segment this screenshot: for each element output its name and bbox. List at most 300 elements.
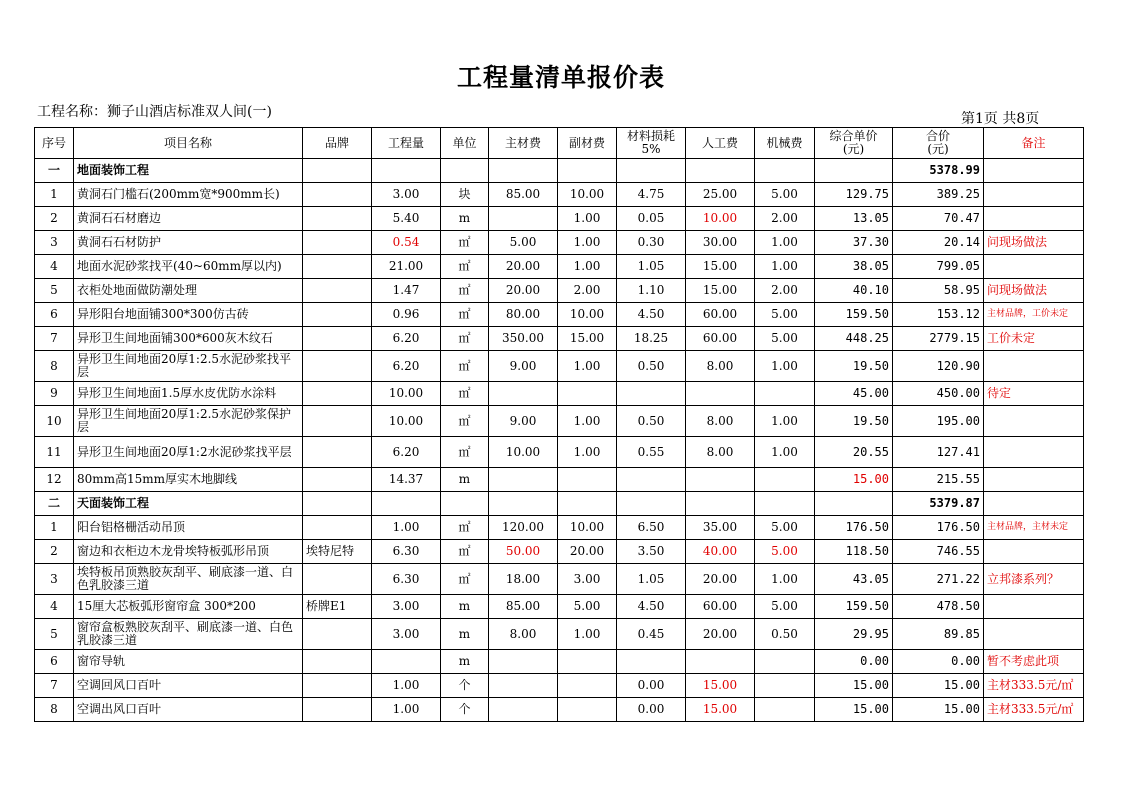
cell-brand: 埃特尼特 <box>303 540 372 564</box>
cell-qty: 6.30 <box>372 564 441 595</box>
table-row <box>35 406 1084 437</box>
cell-brand <box>303 619 372 650</box>
cell-brand <box>303 279 372 303</box>
cell-mach <box>755 382 815 406</box>
cell-total: 15.00 <box>893 698 984 722</box>
page-info: 第1页 共8页 <box>961 111 1040 127</box>
header-cell: 综合单价 (元) <box>815 128 893 159</box>
table-row <box>35 279 1084 303</box>
cell-unitprice: 43.05 <box>815 564 893 595</box>
cell-note: 主材品牌，主材未定 <box>984 516 1084 540</box>
cell-loss: 6.50 <box>617 516 686 540</box>
cell-aux <box>558 650 617 674</box>
cell-main <box>489 207 558 231</box>
cell-labor: 15.00 <box>686 279 755 303</box>
cell-brand <box>303 382 372 406</box>
cell-labor: 35.00 <box>686 516 755 540</box>
cell-labor: 40.00 <box>686 540 755 564</box>
quotation-table <box>34 127 1084 722</box>
cell-aux <box>558 382 617 406</box>
cell-qty: 6.20 <box>372 437 441 468</box>
cell-note <box>984 406 1084 437</box>
cell-note <box>984 351 1084 382</box>
header-cell: 副材费 <box>558 128 617 159</box>
cell-aux: 1.00 <box>558 255 617 279</box>
row-number: 10 <box>35 406 74 437</box>
row-number: 2 <box>35 540 74 564</box>
cell-total: 195.00 <box>893 406 984 437</box>
cell-loss: 4.50 <box>617 303 686 327</box>
cell-labor: 10.00 <box>686 207 755 231</box>
cell-labor: 15.00 <box>686 674 755 698</box>
cell-brand <box>303 674 372 698</box>
cell-mach: 0.50 <box>755 619 815 650</box>
cell-main: 120.00 <box>489 516 558 540</box>
cell-unitprice: 159.50 <box>815 303 893 327</box>
cell-qty: 14.37 <box>372 468 441 492</box>
row-number: 4 <box>35 595 74 619</box>
table-row <box>35 698 1084 722</box>
cell-total: 20.14 <box>893 231 984 255</box>
cell-unit: ㎡ <box>441 231 489 255</box>
cell-unitprice: 13.05 <box>815 207 893 231</box>
section-number: 一 <box>35 159 74 183</box>
table-row <box>35 327 1084 351</box>
row-number: 5 <box>35 619 74 650</box>
cell-brand <box>303 698 372 722</box>
cell-loss: 1.05 <box>617 255 686 279</box>
row-number: 1 <box>35 183 74 207</box>
cell-main: 80.00 <box>489 303 558 327</box>
cell-total: 120.90 <box>893 351 984 382</box>
cell-main <box>489 698 558 722</box>
cell-note: 主材333.5元/㎡ <box>984 698 1084 722</box>
empty-cell <box>815 492 893 516</box>
cell-brand <box>303 516 372 540</box>
cell-unit: ㎡ <box>441 255 489 279</box>
table-row <box>35 564 1084 595</box>
cell-total: 58.95 <box>893 279 984 303</box>
item-name: 空调出风口百叶 <box>74 698 303 722</box>
cell-main: 5.00 <box>489 231 558 255</box>
cell-labor <box>686 468 755 492</box>
row-number: 11 <box>35 437 74 468</box>
cell-aux: 20.00 <box>558 540 617 564</box>
cell-unit: ㎡ <box>441 406 489 437</box>
cell-brand <box>303 351 372 382</box>
header-cell: 备注 <box>984 128 1084 159</box>
cell-unitprice: 118.50 <box>815 540 893 564</box>
cell-note <box>984 183 1084 207</box>
cell-total: 127.41 <box>893 437 984 468</box>
table-row <box>35 437 1084 468</box>
item-name: 异形卫生间地面20厚1:2水泥砂浆找平层 <box>74 437 303 468</box>
cell-labor: 20.00 <box>686 564 755 595</box>
cell-unitprice: 159.50 <box>815 595 893 619</box>
cell-labor <box>686 650 755 674</box>
cell-aux: 2.00 <box>558 279 617 303</box>
cell-total: 478.50 <box>893 595 984 619</box>
cell-labor: 8.00 <box>686 437 755 468</box>
cell-loss: 0.00 <box>617 674 686 698</box>
cell-loss <box>617 382 686 406</box>
item-name: 异形卫生间地面20厚1:2.5水泥砂浆找平层 <box>74 351 303 382</box>
cell-loss: 0.50 <box>617 406 686 437</box>
cell-aux: 1.00 <box>558 207 617 231</box>
cell-unit: ㎡ <box>441 437 489 468</box>
cell-unit: m <box>441 619 489 650</box>
section-number: 二 <box>35 492 74 516</box>
cell-note: 待定 <box>984 382 1084 406</box>
cell-unitprice: 129.75 <box>815 183 893 207</box>
header-cell: 工程量 <box>372 128 441 159</box>
cell-mach: 1.00 <box>755 231 815 255</box>
empty-cell <box>303 159 372 183</box>
item-name: 黄洞石门槛石(200mm宽*900mm长) <box>74 183 303 207</box>
cell-unit: m <box>441 595 489 619</box>
item-name: 窗帘导轨 <box>74 650 303 674</box>
cell-total: 70.47 <box>893 207 984 231</box>
row-number: 6 <box>35 303 74 327</box>
cell-total: 15.00 <box>893 674 984 698</box>
cell-unitprice: 37.30 <box>815 231 893 255</box>
cell-unitprice: 15.00 <box>815 674 893 698</box>
cell-total: 2779.15 <box>893 327 984 351</box>
cell-unit: ㎡ <box>441 303 489 327</box>
empty-cell <box>984 492 1084 516</box>
cell-qty: 3.00 <box>372 595 441 619</box>
cell-mach: 5.00 <box>755 183 815 207</box>
cell-unit: m <box>441 207 489 231</box>
cell-note <box>984 595 1084 619</box>
cell-mach: 1.00 <box>755 564 815 595</box>
cell-loss: 4.50 <box>617 595 686 619</box>
cell-loss: 0.55 <box>617 437 686 468</box>
empty-cell <box>441 159 489 183</box>
cell-mach: 2.00 <box>755 279 815 303</box>
item-name: 窗帘盒板熟胶灰刮平、刷底漆一道、白色乳胶漆三道 <box>74 619 303 650</box>
empty-cell <box>617 159 686 183</box>
cell-unitprice: 45.00 <box>815 382 893 406</box>
cell-total: 176.50 <box>893 516 984 540</box>
item-name: 15厘大芯板弧形窗帘盒 300*200 <box>74 595 303 619</box>
cell-labor: 60.00 <box>686 327 755 351</box>
empty-cell <box>984 159 1084 183</box>
cell-main: 10.00 <box>489 437 558 468</box>
row-number: 7 <box>35 327 74 351</box>
cell-labor: 60.00 <box>686 595 755 619</box>
table-row <box>35 255 1084 279</box>
cell-loss: 18.25 <box>617 327 686 351</box>
cell-brand <box>303 303 372 327</box>
cell-mach: 5.00 <box>755 595 815 619</box>
item-name: 异形卫生间地面20厚1:2.5水泥砂浆保护层 <box>74 406 303 437</box>
cell-labor: 25.00 <box>686 183 755 207</box>
table-row <box>35 207 1084 231</box>
row-number: 4 <box>35 255 74 279</box>
table-row <box>35 650 1084 674</box>
cell-unit: m <box>441 650 489 674</box>
project-name: 工程名称：狮子山酒店标准双人间(一) <box>37 104 272 120</box>
cell-qty: 3.00 <box>372 619 441 650</box>
row-number: 8 <box>35 351 74 382</box>
cell-unit: ㎡ <box>441 279 489 303</box>
cell-qty: 0.54 <box>372 231 441 255</box>
cell-total: 153.12 <box>893 303 984 327</box>
cell-unitprice: 176.50 <box>815 516 893 540</box>
cell-note: 问现场做法 <box>984 231 1084 255</box>
empty-cell <box>686 492 755 516</box>
table-row <box>35 231 1084 255</box>
section-total: 5379.87 <box>893 492 984 516</box>
empty-cell <box>489 492 558 516</box>
cell-note <box>984 255 1084 279</box>
cell-aux <box>558 674 617 698</box>
row-number: 2 <box>35 207 74 231</box>
row-number: 3 <box>35 231 74 255</box>
cell-mach: 1.00 <box>755 406 815 437</box>
cell-main: 9.00 <box>489 351 558 382</box>
cell-main: 18.00 <box>489 564 558 595</box>
cell-main: 9.00 <box>489 406 558 437</box>
section-name: 地面装饰工程 <box>74 159 303 183</box>
empty-cell <box>372 492 441 516</box>
cell-mach: 1.00 <box>755 255 815 279</box>
cell-loss: 0.00 <box>617 698 686 722</box>
cell-labor: 15.00 <box>686 255 755 279</box>
empty-cell <box>558 492 617 516</box>
empty-cell <box>441 492 489 516</box>
cell-aux: 10.00 <box>558 516 617 540</box>
header-cell: 人工费 <box>686 128 755 159</box>
header-cell: 项目名称 <box>74 128 303 159</box>
cell-total: 450.00 <box>893 382 984 406</box>
cell-labor: 30.00 <box>686 231 755 255</box>
cell-mach: 5.00 <box>755 327 815 351</box>
cell-note: 主材品牌，工价未定 <box>984 303 1084 327</box>
cell-total: 215.55 <box>893 468 984 492</box>
cell-unit: m <box>441 468 489 492</box>
empty-cell <box>815 159 893 183</box>
cell-labor: 20.00 <box>686 619 755 650</box>
item-name: 异形卫生间地面1.5厚水皮优防水涂料 <box>74 382 303 406</box>
cell-loss: 0.30 <box>617 231 686 255</box>
cell-brand <box>303 564 372 595</box>
cell-note <box>984 207 1084 231</box>
cell-labor: 8.00 <box>686 406 755 437</box>
cell-unitprice: 15.00 <box>815 698 893 722</box>
header-cell: 单位 <box>441 128 489 159</box>
empty-cell <box>303 492 372 516</box>
cell-labor: 15.00 <box>686 698 755 722</box>
cell-note: 主材333.5元/㎡ <box>984 674 1084 698</box>
cell-qty: 6.20 <box>372 327 441 351</box>
cell-main: 50.00 <box>489 540 558 564</box>
table-row <box>35 540 1084 564</box>
cell-brand <box>303 183 372 207</box>
empty-cell <box>617 492 686 516</box>
table-header-row <box>35 128 1084 159</box>
table-row <box>35 619 1084 650</box>
cell-note <box>984 468 1084 492</box>
cell-unitprice: 38.05 <box>815 255 893 279</box>
cell-unit: 个 <box>441 674 489 698</box>
cell-qty: 5.40 <box>372 207 441 231</box>
item-name: 黄洞石石材磨边 <box>74 207 303 231</box>
cell-note: 暂不考虑此项 <box>984 650 1084 674</box>
empty-cell <box>372 159 441 183</box>
cell-main: 85.00 <box>489 595 558 619</box>
cell-total: 271.22 <box>893 564 984 595</box>
cell-aux: 15.00 <box>558 327 617 351</box>
cell-mach: 1.00 <box>755 351 815 382</box>
cell-unit: 个 <box>441 698 489 722</box>
cell-loss: 1.05 <box>617 564 686 595</box>
empty-cell <box>755 492 815 516</box>
cell-unitprice: 15.00 <box>815 468 893 492</box>
cell-brand <box>303 406 372 437</box>
item-name: 异形阳台地面铺300*300仿古砖 <box>74 303 303 327</box>
cell-qty: 6.20 <box>372 351 441 382</box>
cell-note: 问现场做法 <box>984 279 1084 303</box>
cell-mach: 2.00 <box>755 207 815 231</box>
cell-main <box>489 650 558 674</box>
cell-main: 8.00 <box>489 619 558 650</box>
cell-mach: 5.00 <box>755 540 815 564</box>
cell-qty: 1.47 <box>372 279 441 303</box>
cell-qty: 3.00 <box>372 183 441 207</box>
row-number: 5 <box>35 279 74 303</box>
cell-mach: 5.00 <box>755 516 815 540</box>
row-number: 12 <box>35 468 74 492</box>
cell-qty <box>372 650 441 674</box>
cell-aux: 10.00 <box>558 303 617 327</box>
cell-qty: 6.30 <box>372 540 441 564</box>
cell-aux <box>558 468 617 492</box>
cell-unitprice: 29.95 <box>815 619 893 650</box>
cell-mach: 1.00 <box>755 437 815 468</box>
cell-qty: 21.00 <box>372 255 441 279</box>
row-number: 8 <box>35 698 74 722</box>
item-name: 黄洞石石材防护 <box>74 231 303 255</box>
cell-unit: ㎡ <box>441 382 489 406</box>
cell-aux: 1.00 <box>558 231 617 255</box>
cell-aux: 1.00 <box>558 351 617 382</box>
header-cell: 品牌 <box>303 128 372 159</box>
cell-unitprice: 448.25 <box>815 327 893 351</box>
cell-loss <box>617 468 686 492</box>
cell-labor <box>686 382 755 406</box>
cell-unit: ㎡ <box>441 564 489 595</box>
cell-loss <box>617 650 686 674</box>
item-name: 窗边和衣柜边木龙骨埃特板弧形吊顶 <box>74 540 303 564</box>
cell-brand <box>303 468 372 492</box>
cell-brand <box>303 327 372 351</box>
cell-brand <box>303 231 372 255</box>
cell-labor: 8.00 <box>686 351 755 382</box>
row-number: 9 <box>35 382 74 406</box>
cell-note <box>984 540 1084 564</box>
table-row <box>35 674 1084 698</box>
cell-unitprice: 0.00 <box>815 650 893 674</box>
cell-brand: 桥牌E1 <box>303 595 372 619</box>
item-name: 80mm高15mm厚实木地脚线 <box>74 468 303 492</box>
cell-mach <box>755 468 815 492</box>
cell-brand <box>303 255 372 279</box>
cell-aux <box>558 698 617 722</box>
header-cell: 合价 (元) <box>893 128 984 159</box>
item-name: 空调回风口百叶 <box>74 674 303 698</box>
cell-main <box>489 468 558 492</box>
cell-unitprice: 40.10 <box>815 279 893 303</box>
cell-main: 85.00 <box>489 183 558 207</box>
row-number: 3 <box>35 564 74 595</box>
cell-total: 89.85 <box>893 619 984 650</box>
cell-brand <box>303 650 372 674</box>
cell-unit: ㎡ <box>441 540 489 564</box>
empty-cell <box>755 159 815 183</box>
cell-mach: 5.00 <box>755 303 815 327</box>
cell-main: 20.00 <box>489 279 558 303</box>
cell-mach <box>755 650 815 674</box>
cell-total: 746.55 <box>893 540 984 564</box>
cell-main <box>489 674 558 698</box>
cell-brand <box>303 437 372 468</box>
cell-qty: 1.00 <box>372 674 441 698</box>
cell-qty: 10.00 <box>372 382 441 406</box>
cell-unit: ㎡ <box>441 327 489 351</box>
cell-loss: 3.50 <box>617 540 686 564</box>
cell-main <box>489 382 558 406</box>
item-name: 地面水泥砂浆找平(40~60mm厚以内) <box>74 255 303 279</box>
section-row <box>35 159 1084 183</box>
cell-unit: ㎡ <box>441 516 489 540</box>
cell-unitprice: 19.50 <box>815 406 893 437</box>
table-row <box>35 351 1084 382</box>
empty-cell <box>558 159 617 183</box>
cell-qty: 10.00 <box>372 406 441 437</box>
cell-unitprice: 20.55 <box>815 437 893 468</box>
header-cell: 材料损耗 5% <box>617 128 686 159</box>
cell-qty: 1.00 <box>372 698 441 722</box>
cell-main: 350.00 <box>489 327 558 351</box>
item-name: 异形卫生间地面铺300*600灰木纹石 <box>74 327 303 351</box>
empty-cell <box>489 159 558 183</box>
header-cell: 机械费 <box>755 128 815 159</box>
cell-unit: ㎡ <box>441 351 489 382</box>
table-row <box>35 382 1084 406</box>
header-cell: 序号 <box>35 128 74 159</box>
cell-main: 20.00 <box>489 255 558 279</box>
table-row <box>35 595 1084 619</box>
cell-labor: 60.00 <box>686 303 755 327</box>
cell-qty: 1.00 <box>372 516 441 540</box>
empty-cell <box>686 159 755 183</box>
cell-note <box>984 619 1084 650</box>
row-number: 7 <box>35 674 74 698</box>
section-name: 天面装饰工程 <box>74 492 303 516</box>
cell-loss: 0.50 <box>617 351 686 382</box>
cell-aux: 5.00 <box>558 595 617 619</box>
cell-total: 0.00 <box>893 650 984 674</box>
cell-note: 工价未定 <box>984 327 1084 351</box>
table-row <box>35 303 1084 327</box>
table-row <box>35 468 1084 492</box>
cell-unitprice: 19.50 <box>815 351 893 382</box>
cell-note <box>984 437 1084 468</box>
cell-qty: 0.96 <box>372 303 441 327</box>
header-cell: 主材费 <box>489 128 558 159</box>
